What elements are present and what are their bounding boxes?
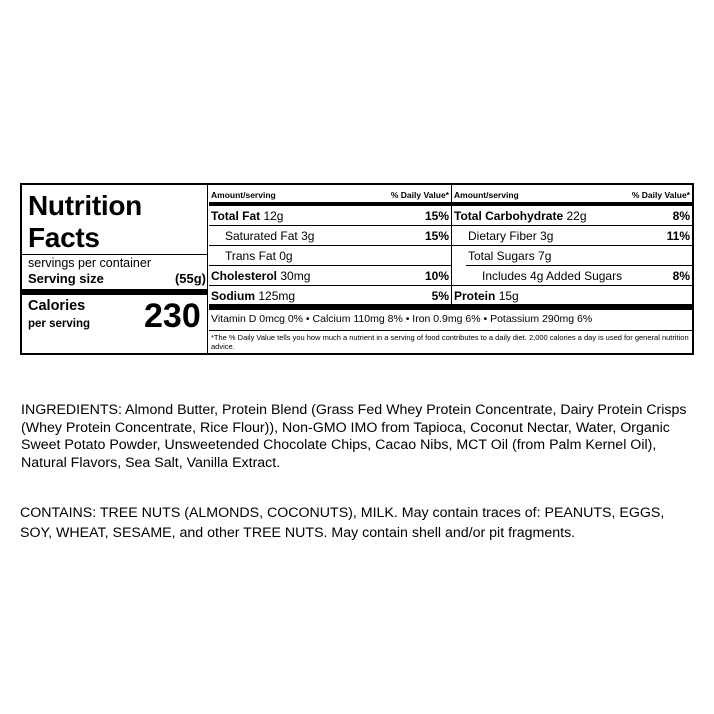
header-amount: Amount/serving bbox=[454, 190, 519, 200]
column-header bbox=[454, 190, 690, 200]
divider-thick bbox=[452, 304, 692, 310]
ingredients-text: INGREDIENTS: Almond Butter, Protein Blend (Grass Fed Whey Protein Concentrate, Dairy Protein Crisps (Whey Protein Concentrate, Rice Flour)), Non-GMO IMO from Tapioca, Coconut Nectar, Water, Organic Sweet Potato Powder, Unsweetended Chocolate Chips, Cacao Nibs, MCT Oil (from Palm Kernel Oil), Natural Flavors, Sea Salt, Vanilla Extract. bbox=[21, 402, 687, 471]
nutrient-row-total-sugars: Total Sugars 7g bbox=[468, 248, 552, 263]
nutrient-column-right bbox=[451, 185, 692, 310]
calories-per-serving-label: per serving bbox=[28, 318, 90, 330]
header-daily-value: % Daily Value* bbox=[631, 190, 690, 200]
divider bbox=[209, 330, 694, 331]
daily-value-footnote: *The % Daily Value tells you how much a nutrient in a serving of food contributes to a daily diet. 2,000 calories a day is used for general nutrition advice. bbox=[211, 333, 689, 351]
nutrient-row-dietary-fiber: Dietary Fiber 3g 11% bbox=[468, 228, 690, 243]
serving-size-value: (55g) bbox=[174, 271, 206, 286]
nutrition-facts-label bbox=[20, 183, 694, 355]
calories-label: Calories bbox=[28, 298, 86, 314]
divider bbox=[22, 254, 208, 255]
calories-value: 230 bbox=[144, 297, 201, 335]
serving-size-label: Serving size bbox=[28, 271, 104, 286]
nutrient-row-protein: Protein 15g bbox=[454, 288, 519, 303]
nutrient-row-added-sugars: Includes 4g Added Sugars 8% bbox=[482, 268, 690, 283]
title-line-2: Facts bbox=[28, 222, 100, 253]
title-line-1: Nutrition bbox=[28, 190, 142, 221]
header-amount: Amount/serving bbox=[211, 190, 276, 200]
nutrient-row-cholesterol: Cholesterol 30mg 10% bbox=[211, 268, 449, 283]
nutrient-row-total-carbohydrate: Total Carbohydrate 22g 8% bbox=[454, 208, 690, 223]
allergens-text: CONTAINS: TREE NUTS (ALMONDS, COCONUTS), MILK. May contain traces of: PEANUTS, EGGS, SOY, WHEAT, SESAME, and other TREE NUTS. May contain shell and/or pit fragments. bbox=[20, 505, 665, 541]
nutrient-column-left bbox=[209, 185, 451, 310]
label-title bbox=[28, 190, 142, 254]
vitamins-minerals-line: Vitamin D 0mcg 0% • Calcium 110mg 8% • Iron 0.9mg 6% • Potassium 290mg 6% bbox=[211, 313, 593, 325]
header-daily-value: % Daily Value* bbox=[390, 190, 449, 200]
nutrient-row-sodium: Sodium 125mg 5% bbox=[211, 288, 449, 303]
serving-size bbox=[28, 271, 206, 287]
nutrient-row-trans-fat: Trans Fat 0g bbox=[225, 248, 293, 263]
nutrient-row-total-fat: Total Fat 12g 15% bbox=[211, 208, 449, 223]
divider-thick bbox=[22, 289, 208, 295]
label-left-panel bbox=[22, 185, 208, 353]
column-header bbox=[211, 190, 449, 200]
divider-thick bbox=[209, 304, 451, 310]
nutrient-row-saturated-fat: Saturated Fat 3g 15% bbox=[225, 228, 449, 243]
servings-per-container: servings per container bbox=[28, 256, 151, 270]
